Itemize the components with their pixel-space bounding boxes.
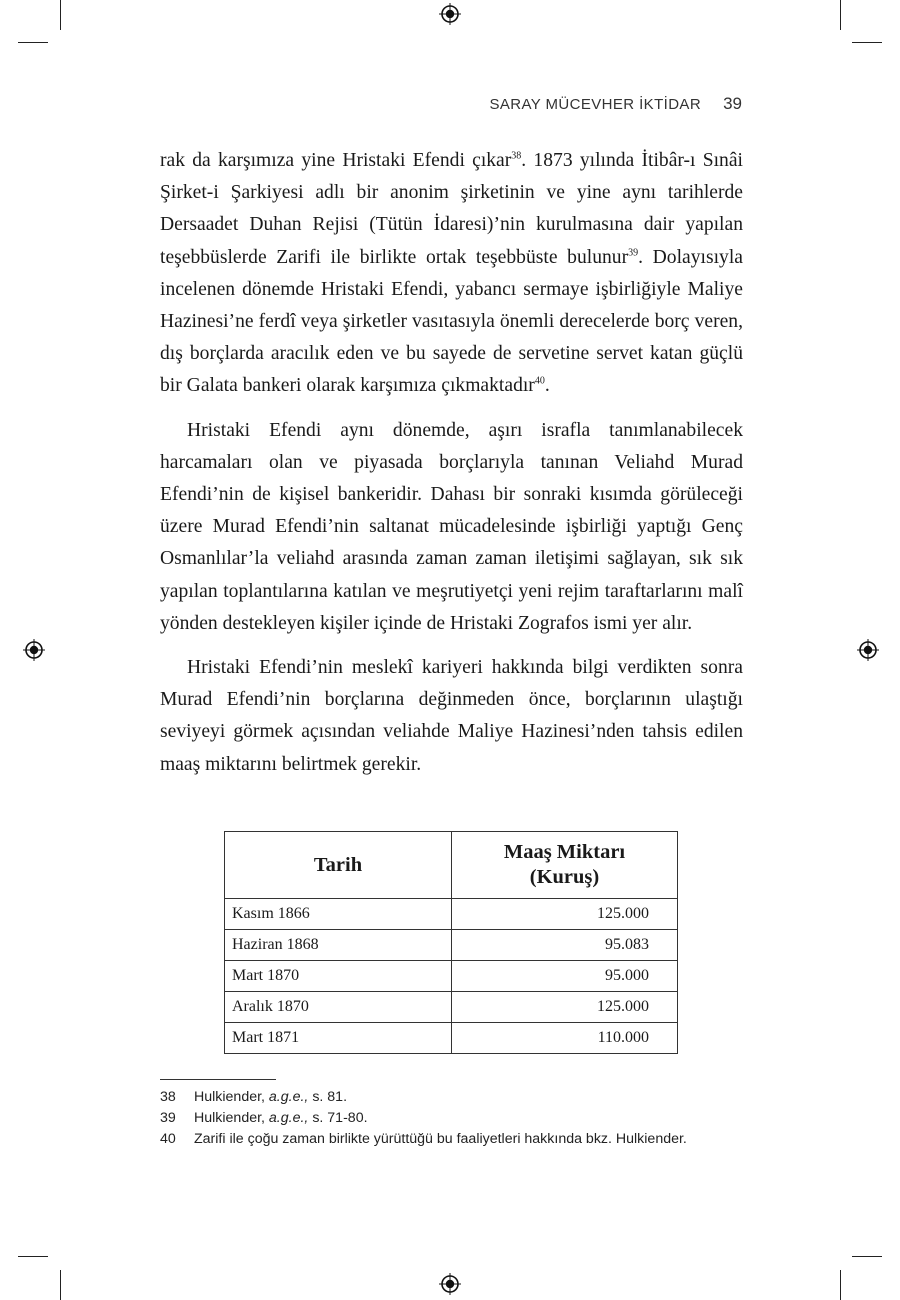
crop-mark <box>852 1256 882 1257</box>
paragraph <box>160 145 743 403</box>
crop-mark <box>852 42 882 43</box>
table-row <box>225 992 678 1023</box>
footnote-40 <box>160 1129 743 1150</box>
footnote-39 <box>160 1108 743 1129</box>
cell-date: Haziran 1868 <box>225 930 452 961</box>
registration-mark-icon <box>439 1273 461 1295</box>
crop-mark <box>18 42 48 43</box>
table-row <box>225 1023 678 1054</box>
footnote-divider <box>160 1079 276 1080</box>
table-row <box>225 930 678 961</box>
text-run: . Dolayısıyla incelenen dönemde Hristaki Efendi, yabancı sermaye işbirliğiyle Maliye Hazinesi’ne ferdî veya şirketler vasıtasıyla önemli derecelerde borç veren, dış borçlarda aracılık eden ve bu sayede de servetine servet katan güçlü bir Galata bankeri olarak karşımıza çıkmaktadır <box>160 246 743 397</box>
cell-date: Kasım 1866 <box>225 899 452 930</box>
cell-amount: 125.000 <box>452 992 678 1023</box>
text-run: Hristaki Efendi aynı dönemde, aşırı israfla tanımlanabilecek harcamaları olan ve piyasada borçlarıyla tanınan Veliahd Murad Efendi’nin de kişisel bankeridir. Dahası bir sonraki kısımda görüleceği üzere Murad Efendi’nin saltanat mücadelesinde işbirliği yaptığı Genç Osmanlılar’la veliahd arasında zaman zaman iletişimi sağlayan, sık sık yapılan toplantılarına katılan ve meşrutiyetçi yeni rejim taraftarlarını malî yönden destekleyen kişiler içinde de Hristaki Zografos ismi yer alır. <box>160 419 743 634</box>
text-run: rak da karşımıza yine Hristaki Efendi çıkar <box>160 150 512 171</box>
cell-amount: 125.000 <box>452 899 678 930</box>
crop-mark <box>840 0 841 30</box>
registration-mark-icon <box>23 639 45 661</box>
paragraph <box>160 652 743 781</box>
running-header <box>489 94 742 114</box>
footnote-ref-39: 39 <box>628 247 639 259</box>
footnote-italic: a.g.e., <box>268 1110 309 1126</box>
crop-mark <box>840 1270 841 1300</box>
cell-date: Mart 1870 <box>225 961 452 992</box>
footnote-ref-40: 40 <box>534 375 545 387</box>
text-run: Hristaki Efendi’nin meslekî kariyeri hakkında bilgi verdikten sonra Murad Efendi’nin borçlarına değinmeden önce, borçlarının ulaştığı seviyeyi görmek açısından veliahde Maliye Hazinesi’nden tahsis edilen maaş miktarını belirtmek gerekir. <box>160 657 743 775</box>
cell-amount: 110.000 <box>452 1023 678 1054</box>
table-row <box>225 961 678 992</box>
footnote-number: 38 <box>160 1089 176 1105</box>
cell-date: Mart 1871 <box>225 1023 452 1054</box>
crop-mark <box>18 1256 48 1257</box>
column-header-amount-unit: (Kuruş) <box>529 866 600 888</box>
registration-mark-icon <box>439 3 461 25</box>
table-row <box>225 899 678 930</box>
body-text <box>160 145 743 793</box>
footnote-38 <box>160 1087 743 1108</box>
column-header-date: Tarih <box>225 832 452 899</box>
footnotes <box>160 1087 743 1150</box>
column-header-amount-label: Maaş Miktarı <box>503 841 626 863</box>
crop-mark <box>60 0 61 30</box>
footnote-rest: s. 71-80. <box>308 1110 368 1126</box>
registration-mark-icon <box>857 639 879 661</box>
footnote-number: 40 <box>160 1131 176 1147</box>
page-number: 39 <box>723 94 742 113</box>
cell-amount: 95.000 <box>452 961 678 992</box>
footnote-text <box>194 1108 743 1129</box>
footnote-text <box>194 1087 743 1108</box>
paragraph <box>160 415 743 640</box>
running-title: SARAY MÜCEVHER İKTİDAR <box>489 96 702 113</box>
footnote-ref-38: 38 <box>511 150 522 162</box>
salary-table <box>224 831 678 1054</box>
cell-amount: 95.083 <box>452 930 678 961</box>
footnote-italic: a.g.e., <box>268 1089 309 1105</box>
footnote-number: 39 <box>160 1110 176 1126</box>
cell-date: Aralık 1870 <box>225 992 452 1023</box>
text-run: . <box>544 375 550 397</box>
footnote-author: Hulkiender, <box>194 1110 269 1126</box>
text-run: . 1873 yılında İtibâr-ı Sınâi Şirket-i Şarkiyesi adlı bir anonim şirketinin ve yine aynı tarihlerde Dersaadet Duhan Rejisi (Tütün İdaresi)’nin kurulmasına dair yapılan teşebbüslerde Zarifi ile birlikte ortak teşebbüste bulunur <box>160 150 743 268</box>
footnote-rest: s. 81. <box>308 1089 348 1105</box>
crop-mark <box>60 1270 61 1300</box>
footnote-author: Hulkiender, <box>194 1089 269 1105</box>
column-header-amount <box>452 832 678 899</box>
footnote-text: Zarifi ile çoğu zaman birlikte yürüttüğü bu faaliyetleri hakkında bkz. Hulkiender. <box>194 1131 687 1147</box>
table-header-row <box>225 832 678 899</box>
